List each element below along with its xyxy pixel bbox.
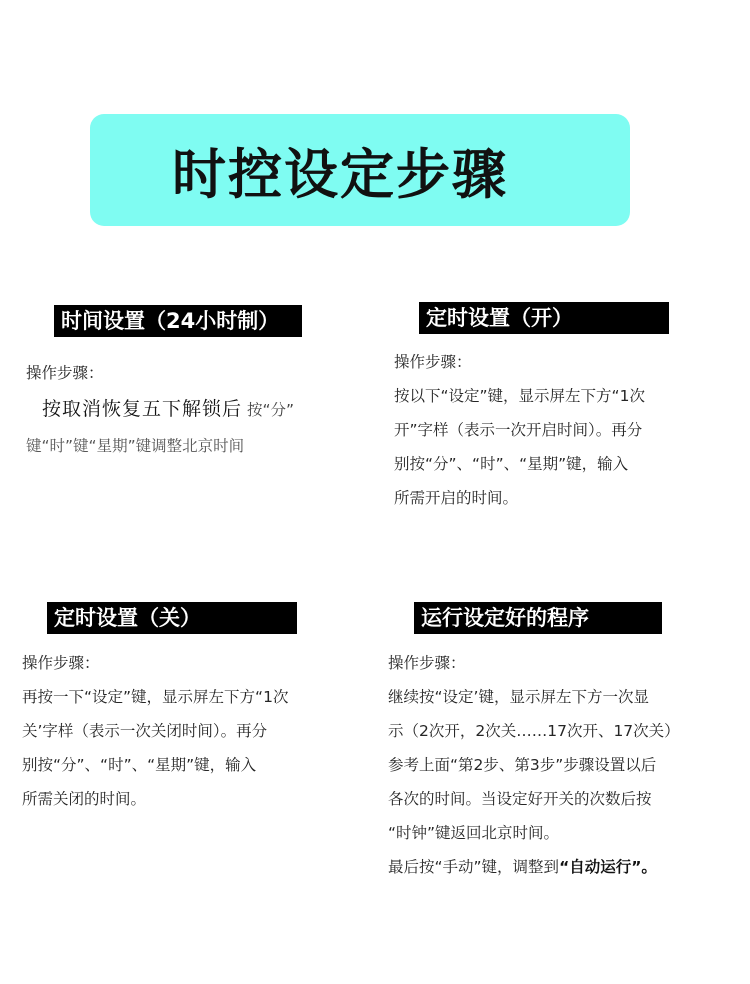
section-heading-time-setting: 时间设置（24小时制） [54,305,302,337]
section-body-run-program [388,646,746,884]
instruction-line: “时钟”键返回北京时间。 [388,824,560,842]
instruction-line [26,391,376,428]
step-label: 操作步骤： [388,654,466,672]
section-heading-run-program: 运行设定好的程序 [414,602,662,634]
instruction-emphasis: 按取消恢复五下解锁后 [42,398,243,420]
auto-run-emphasis: “自动运行”。 [559,858,657,876]
instruction-line: 各次的时间。当设定好开关的次数后按 [388,790,652,808]
instruction-line: 继续按“设定’键，显示屏左下方一次显 [388,688,649,706]
instruction-line: 别按“分”、“时”、“星期”键，输入 [22,756,257,774]
instruction-line: 所需开启的时间。 [394,489,519,507]
instruction-text: 按“分” [242,401,295,419]
instruction-line: 示（2次开，2次关……17次开、17次关） [388,722,680,740]
instruction-text: 最后按“手动”键，调整到 [388,858,560,876]
section-heading-timer-off: 定时设置（关） [47,602,297,634]
instruction-line: 所需关闭的时间。 [22,790,147,808]
instruction-line: 键“时”键“星期”键调整北京时间 [26,437,245,455]
page-title: 时控设定步骤 [172,142,508,206]
instruction-line [388,850,746,884]
step-label: 操作步骤： [26,364,104,382]
instruction-line: 别按“分”、“时”、“星期”键，输入 [394,455,629,473]
step-label: 操作步骤： [22,654,100,672]
section-body-time-setting [26,355,376,464]
instruction-line: 开”字样（表示一次开启时间）。再分 [394,421,643,439]
title-banner [90,114,630,226]
section-body-timer-on [394,345,744,515]
instruction-line: 关’字样（表示一次关闭时间）。再分 [22,722,268,740]
instruction-line: 按以下“设定”键，显示屏左下方“1次 [394,387,645,405]
step-label: 操作步骤： [394,353,472,371]
section-heading-timer-on: 定时设置（开） [419,302,669,334]
instruction-line: 参考上面“第2步、第3步”步骤设置以后 [388,756,657,774]
instruction-line: 再按一下“设定”键，显示屏左下方“1次 [22,688,289,706]
section-body-timer-off [22,646,382,816]
